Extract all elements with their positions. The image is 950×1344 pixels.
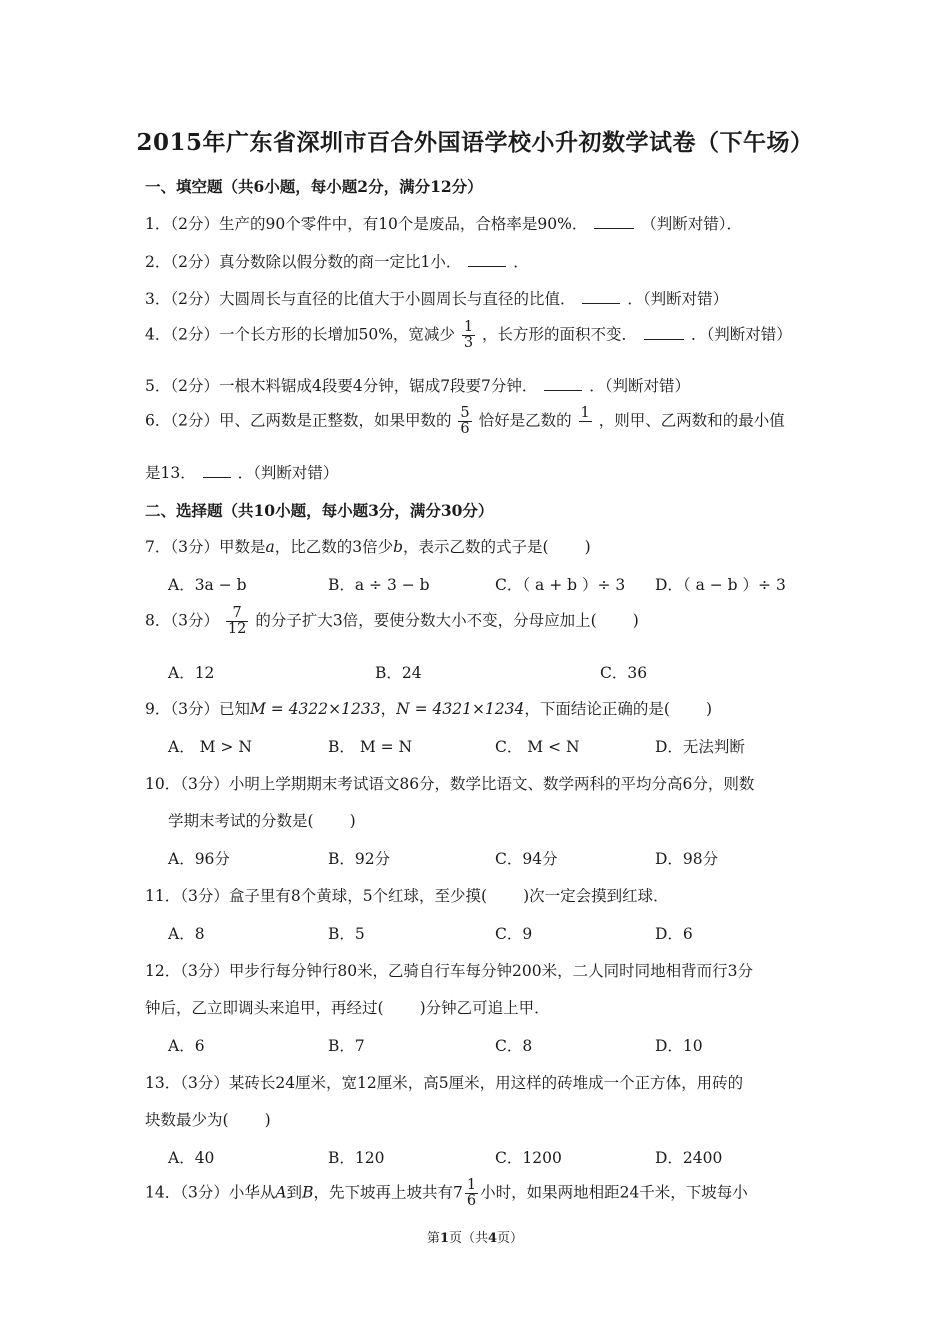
fraction: $\frac{5}{6}$ — [460, 405, 470, 438]
answer-blank[interactable] — [203, 463, 231, 478]
question-11: 11．（3分）盒子里有8个黄球，5个红球，至少摸( )次一定会摸到红球． — [145, 887, 669, 905]
option-d[interactable]: D．2400 — [655, 1149, 723, 1167]
page-footer: 第1页（共4页） — [426, 1231, 524, 1246]
option-a[interactable]: A． M > N — [168, 738, 252, 756]
option-d[interactable]: D．6 — [655, 925, 693, 943]
section-heading-multiple-choice: 二、选择题（共10小题，每小题3分，满分30分） — [145, 501, 494, 520]
fraction: $\frac{1}{3}$ — [463, 319, 474, 352]
option-c[interactable]: C．1200 — [495, 1149, 562, 1167]
option-c[interactable]: C．8 — [495, 1037, 533, 1055]
option-d[interactable]: D．98分 — [655, 850, 719, 868]
option-a[interactable]: A．40 — [168, 1149, 215, 1167]
question-6: 6．（2分）甲、乙两数是正整数，如果甲数的 $\frac{5}{6}$ 恰好是乙数的 1 ，则甲、乙两数和的最小值 — [145, 405, 785, 438]
option-d[interactable]: D．10 — [655, 1037, 703, 1055]
option-b[interactable]: B．7 — [328, 1037, 365, 1055]
question-9: 9．（3分）已知M = 4322×1233，N = 4321×1234，下面结论正确的是( ) — [145, 700, 713, 718]
question-13: 13．（3分）某砖长24厘米，宽12厘米，高5厘米，用这样的砖堆成一个正方体，用砖的 — [145, 1074, 744, 1092]
question-4: 4．（2分）一个长方形的长增加50%，宽减少 $\frac{1}{3}$ ，长方形的面积不变． ．（判断对错） — [145, 319, 792, 352]
option-c[interactable]: C．36 — [600, 664, 648, 682]
option-b[interactable]: B．a ÷ 3 − b — [328, 576, 430, 594]
question-10-cont: 学期末考试的分数是( ) — [168, 812, 356, 830]
question-3: 3．（2分）大圆周长与直径的比值大于小圆周长与直径的比值． ．（判断对错） — [145, 290, 729, 308]
option-b[interactable]: B．24 — [375, 664, 422, 682]
option-b[interactable]: B．5 — [328, 925, 365, 943]
option-b[interactable]: B．120 — [328, 1149, 385, 1167]
question-2: 2．（2分）真分数除以假分数的商一定比1小． ． — [145, 253, 529, 271]
total-pages: 4 — [488, 1231, 498, 1246]
question-14: 14．（3分）小华从A到B，先下坡再上坡共有7 $\frac{1}{6}$ 小时，如果两地相距24千米，下坡每小 — [145, 1177, 748, 1210]
option-c[interactable]: C．94分 — [495, 850, 558, 868]
option-a[interactable]: A．6 — [168, 1037, 205, 1055]
question-1: 1．（2分）生产的90个零件中，有10个是废品，合格率是90%． （判断对错）． — [145, 215, 743, 233]
fraction: $\frac{1}{6}$ — [466, 1177, 477, 1210]
answer-blank[interactable] — [544, 376, 582, 391]
answer-blank[interactable] — [468, 252, 506, 267]
question-8: 8．（3分） $\frac{7}{12}$ 的分子扩大3倍，要使分数大小不变，分母应加上( ) — [145, 605, 639, 638]
answer-blank[interactable] — [582, 289, 620, 304]
answer-blank[interactable] — [644, 325, 684, 340]
fraction: 1 — [579, 406, 592, 437]
question-13-cont: 块数最少为( ) — [145, 1111, 271, 1129]
option-c[interactable]: C． M < N — [495, 738, 580, 756]
current-page: 1 — [439, 1231, 449, 1246]
option-a[interactable]: A．3a − b — [168, 576, 247, 594]
section-heading-fill-in: 一、填空题（共6小题，每小题2分，满分12分） — [145, 177, 483, 196]
option-a[interactable]: A．8 — [168, 925, 205, 943]
question-6-cont: 是13． ．（判断对错） — [145, 464, 339, 482]
question-12: 12．（3分）甲步行每分钟行80米，乙骑自行车每分钟200米，二人同时同地相背而行3分 — [145, 962, 754, 980]
option-b[interactable]: B．92分 — [328, 850, 391, 868]
option-a[interactable]: A．12 — [168, 664, 215, 682]
option-b[interactable]: B． M = N — [328, 738, 413, 756]
question-7: 7．（3分）甲数是a，比乙数的3倍少b，表示乙数的式子是( ) — [145, 538, 591, 556]
answer-blank[interactable] — [594, 214, 634, 229]
option-c[interactable]: C．（ a + b ）÷ 3 — [495, 576, 626, 594]
option-d[interactable]: D．（ a − b ）÷ 3 — [655, 576, 786, 594]
option-d[interactable]: D．无法判断 — [655, 738, 745, 756]
question-12-cont: 钟后，乙立即调头来追甲，再经过( )分钟乙可追上甲． — [145, 999, 550, 1017]
question-10: 10．（3分）小明上学期期末考试语文86分，数学比语文、数学两科的平均分高6分，则数 — [145, 775, 755, 793]
option-c[interactable]: C．9 — [495, 925, 533, 943]
question-5: 5．（2分）一根木料锯成4段要4分钟，锯成7段要7分钟． ．（判断对错） — [145, 377, 691, 395]
fraction: $\frac{7}{12}$ — [227, 605, 247, 638]
option-a[interactable]: A．96分 — [168, 850, 230, 868]
page-title: 2015年广东省深圳市百合外国语学校小升初数学试卷（下午场） — [136, 129, 814, 156]
